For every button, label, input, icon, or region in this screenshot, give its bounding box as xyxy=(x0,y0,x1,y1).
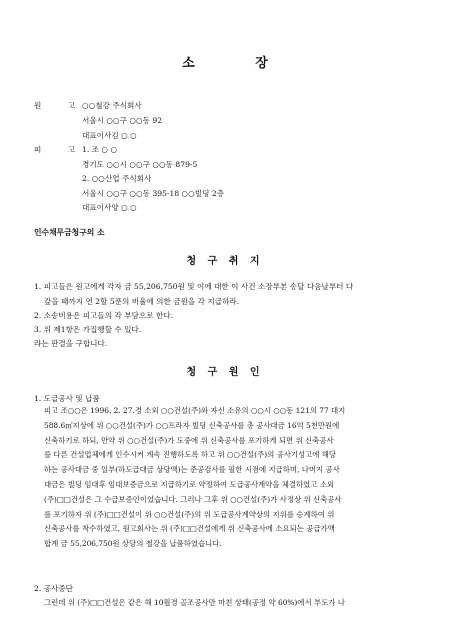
claim-purpose-item-2: 2. 소송비용은 피고들의 각 부담으로 한다. xyxy=(34,311,174,320)
section-1-title: 1. 도급공사 및 납품 xyxy=(34,394,100,403)
paragraph-line: 합계 금 55,206,750원 상당의 철강을 납품하였습니다. xyxy=(44,539,222,549)
paragraph-line: 피고 조○○은 1996. 2. 27.경 소외 ○○건설(주)와 자신 소유의 ○○시 ○○동 121의 77 대지 xyxy=(44,406,346,415)
paragraph-line: 그런데 위 (주)□□건설은 같은 해 10월경 골조공사만 마친 상태(공정 약 60%)에서 부도가 나 xyxy=(44,598,345,607)
section-1-paragraph xyxy=(44,404,426,552)
defendant-2-address: 서울시 ○○구 ○○동 395-18 ○○빌딩 2층 xyxy=(82,189,225,198)
section-2-title: 2. 공사중단 xyxy=(34,584,74,593)
paragraph-line: 를 다른 건설업체에게 인수시켜 계속 진행하도록 하고 위 ○○건설(주)의 공사기성고에 해당 xyxy=(44,450,337,460)
plaintiff-name: ○○철강 주식회사 xyxy=(82,101,142,110)
claim-purpose-item-3: 3. 위 제1항은 가집행할 수 있다. xyxy=(34,325,142,334)
paragraph-line: 588.6㎡지상에 위 ○○건설(주)가 ○○프라자 빌딩 신축공사를 총 공사대금 16억 5천만원에 xyxy=(44,420,340,430)
paragraph-line: 신축공사를 착수하였고, 원고회사는 위 (주)□□건설에게 위 신축공사에 소요되는 공급가액 xyxy=(44,524,335,534)
claim-purpose-item-1-line-2: 갚을 때까지 연 2할 5푼의 비율에 의한 금원을 각 지급하라. xyxy=(44,297,240,306)
defendant-1-name: 1. 조 ○ ○ xyxy=(82,145,118,154)
section-2-paragraph xyxy=(44,596,426,611)
defendant-2-name: 2. ○○산업 주식회사 xyxy=(82,174,152,183)
paragraph-line: 대금은 빌딩 임대후 임대보증금으로 지급하기로 약정하여 도급공사계약을 체결하였고 소외 xyxy=(44,479,335,489)
case-name: 인수채무금청구의 소 xyxy=(34,228,105,237)
claim-purpose-closing: 라는 판결을 구합니다. xyxy=(34,339,108,348)
defendant-2-representative: 대표이사양 ○ ○ xyxy=(82,203,137,212)
claim-purpose-item-1-line-1: 1. 피고들은 원고에게 각자 금 55,206,750원 및 이에 대한 이 사건 소장부본 송달 다음날부터 다 xyxy=(34,282,354,291)
claim-reason-heading: 청 구 원 인 xyxy=(186,367,264,378)
defendant-1-address: 경기도 ○○시 ○○구 ○○동 879-5 xyxy=(82,160,198,169)
document-title: 소 장 xyxy=(182,56,296,71)
paragraph-line: (주)□□건설은 그 수급보증인이었습니다. 그러나 그후 위 ○○건설(주)가 사정상 위 신축공사 xyxy=(44,494,342,504)
plaintiff-address: 서울시 ○○구 ○○동 92 xyxy=(82,116,163,125)
paragraph-line: 를 포기하자 위 (주)□□건설이 위 ○○건설(주)의 위 도급공사계약상의 지위를 승계하여 위 xyxy=(44,509,335,519)
paragraph-line: 신축하기로 하되, 만약 위 ○○건설(주)가 도중에 위 신축공사를 포기하게 되면 위 신축공사 xyxy=(44,435,334,445)
defendant-role: 피 고 xyxy=(34,145,88,154)
paragraph-line: 하는 공사대금 중 일부(하도급대금 상당액)는 준공검사를 필한 시점에 지급하며, 나머지 공사 xyxy=(44,465,340,475)
plaintiff-role: 원 고 xyxy=(34,101,88,110)
claim-purpose-heading: 청 구 취 지 xyxy=(186,256,264,267)
plaintiff-representative: 대표이사김 ○ ○ xyxy=(82,131,137,140)
